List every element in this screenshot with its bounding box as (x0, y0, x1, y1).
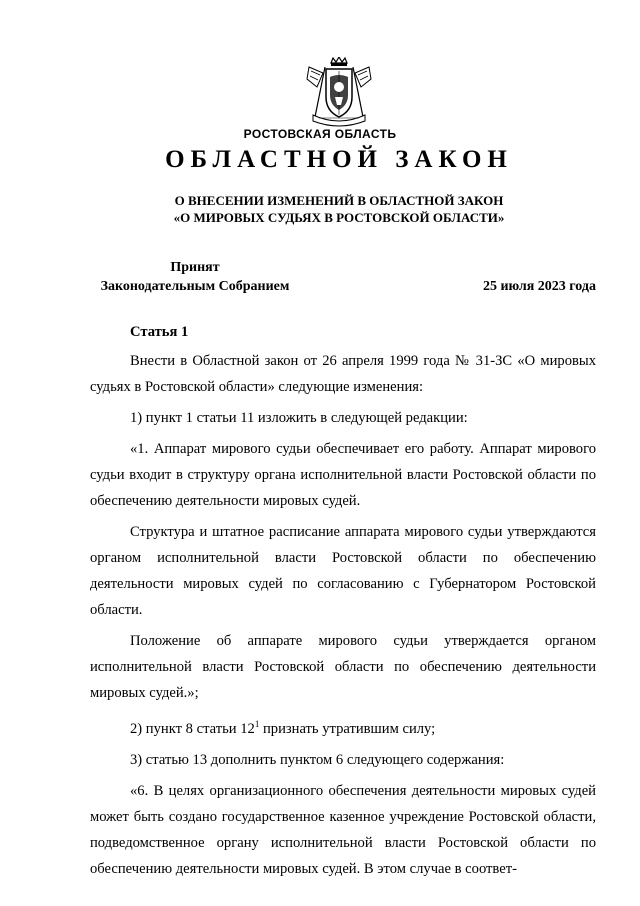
article-heading: Статья 1 (130, 324, 189, 340)
paragraph: 1) пункт 1 статьи 11 изложить в следующей редакции: (130, 410, 468, 426)
paragraph-text: признать утратившим силу; (259, 720, 436, 737)
subtitle-line: «О МИРОВЫХ СУДЬЯХ В РОСТОВСКОЙ ОБЛАСТИ» (173, 210, 505, 225)
document-title: ОБЛАСТНОЙ ЗАКОН (165, 146, 513, 173)
adoption-label (90, 258, 300, 296)
paragraph: «1. Аппарат мирового судьи обеспечивает его работу. Аппарат мирового судьи входит в структуру органа исполнительной власти Ростовской области по обеспечению деятельности мировых судей. (90, 441, 596, 509)
document-body (90, 319, 596, 887)
paragraph: «6. В целях организационного обеспечения деятельности мировых судей может быть создано государственное казенное учреждение Ростовской области, подведомственное органу исполнительной власти Ростовской области по обеспечению деятельности мировых судей. В этом случае в соответ- (90, 782, 596, 877)
adoption-label-line: Законодательным Собранием (100, 279, 290, 294)
adoption-date: 25 июля 2023 года (482, 279, 596, 294)
paragraph (90, 711, 596, 742)
paragraph-text: 2) пункт 8 статьи 12 (130, 720, 255, 737)
paragraph: Положение об аппарате мирового судьи утверждается органом исполнительной власти Ростовской области по обеспечению деятельности мировых судей.»; (90, 633, 596, 701)
adoption-label-line: Принят (170, 260, 220, 275)
paragraph: Внести в Областной закон от 26 апреля 1999 года № 31-ЗС «О мировых судьях в Ростовской области» следующие изменения: (90, 353, 596, 395)
superscript-number: 1 (254, 719, 260, 729)
paragraph: 3) статью 13 дополнить пунктом 6 следующего содержания: (130, 751, 505, 768)
subtitle-line: О ВНЕСЕНИИ ИЗМЕНЕНИЙ В ОБЛАСТНОЙ ЗАКОН (174, 193, 504, 208)
document-subtitle (0, 192, 640, 226)
region-name: РОСТОВСКАЯ ОБЛАСТЬ (243, 127, 397, 141)
paragraph: Структура и штатное расписание аппарата мирового судьи утверждаются органом исполнительной власти Ростовской области по обеспечению деятельности мировых судей по согласованию с Губернатором Ростовской области. (90, 524, 596, 618)
rostov-oblast-coat-of-arms-icon (303, 57, 375, 129)
